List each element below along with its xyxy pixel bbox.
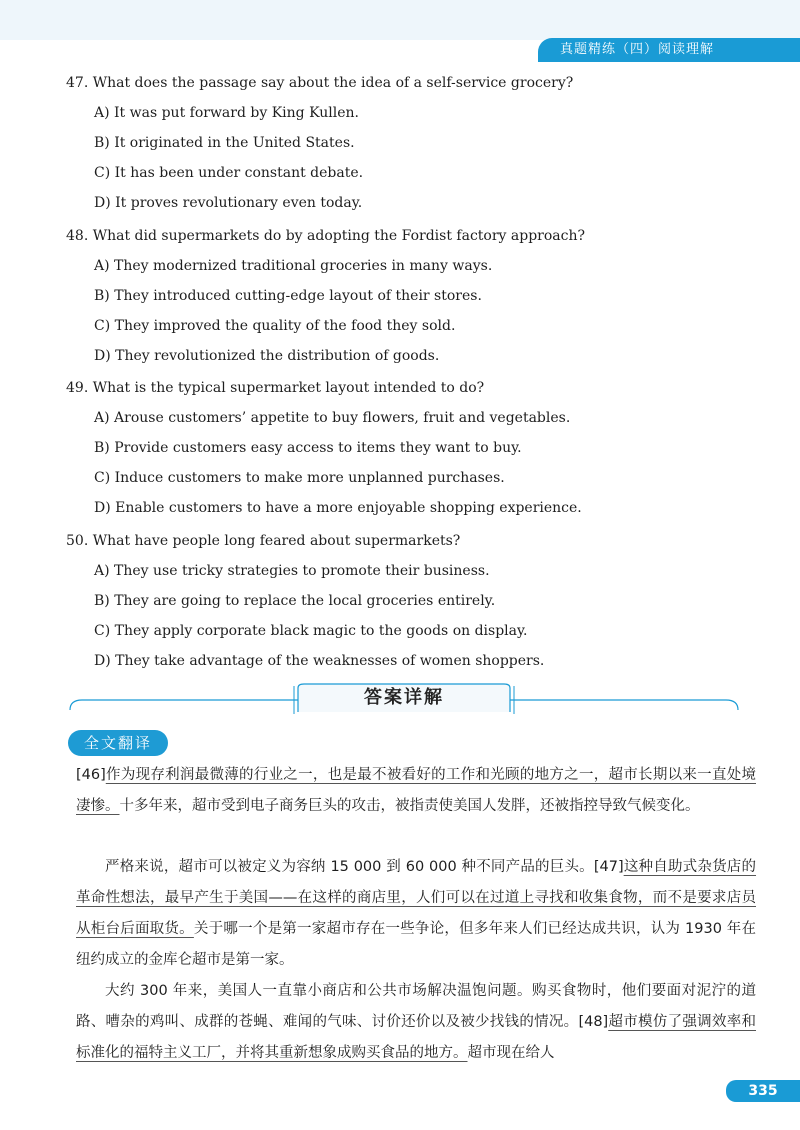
option-b: B) It originated in the United States. bbox=[94, 135, 355, 151]
question-stem: 49. What is the typical supermarket layout intended to do? bbox=[66, 380, 485, 396]
option-d: D) They take advantage of the weaknesses of women shoppers. bbox=[94, 653, 545, 669]
question-stem: 48. What did supermarkets do by adopting the Fordist factory approach? bbox=[66, 228, 585, 244]
option-b: B) They introduced cutting-edge layout of their stores. bbox=[94, 288, 482, 304]
key-sentence-underlined: 超市模仿了强调效率和标准化的福特主义工厂，并将其重新想象成购买食品的地方。 bbox=[76, 1014, 756, 1061]
question-stem: 50. What have people long feared about supermarkets? bbox=[66, 533, 461, 549]
paragraph-text: 十多年来，超市受到电子商务巨头的攻击，被指责使美国人发胖，还被指控导致气候变化。 bbox=[119, 798, 700, 814]
question-47 bbox=[66, 74, 766, 224]
page-number: 335 bbox=[726, 1080, 800, 1102]
option-b: B) Provide customers easy access to items they want to buy. bbox=[94, 440, 522, 456]
option-c: C) They improved the quality of the food they sold. bbox=[94, 318, 456, 334]
answer-section-title: 答案详解 bbox=[364, 687, 444, 708]
question-marker: [48] bbox=[578, 1014, 609, 1030]
key-sentence-underlined: 这种自助式杂货店的革命性想法，最早产生于美国——在这样的商店里，人们可以在过道上寻找和收集食物，而不是要求店员从柜台后面取货。 bbox=[76, 859, 757, 937]
translation-paragraph-1 bbox=[76, 760, 756, 822]
paragraph-text: 严格来说，超市可以被定义为容纳 15 000 到 60 000 种不同产品的巨头。 bbox=[105, 859, 594, 875]
paragraph-text: 超市现在给人 bbox=[467, 1045, 555, 1061]
question-50 bbox=[66, 532, 766, 682]
option-a: A) It was put forward by King Kullen. bbox=[94, 105, 359, 121]
key-sentence-underlined: 作为现存利润最微薄的行业之一，也是最不被看好的工作和光顾的地方之一，超市长期以来一直处境凄惨。 bbox=[76, 767, 756, 814]
question-stem: 47. What does the passage say about the idea of a self-service grocery? bbox=[66, 75, 574, 91]
answer-section-header bbox=[68, 680, 740, 720]
option-b: B) They are going to replace the local groceries entirely. bbox=[94, 593, 496, 609]
question-48 bbox=[66, 227, 766, 377]
translation-badge: 全文翻译 bbox=[68, 730, 168, 756]
option-a: A) They use tricky strategies to promote their business. bbox=[94, 563, 490, 579]
option-a: A) Arouse customers’ appetite to buy flowers, fruit and vegetables. bbox=[94, 410, 571, 426]
question-marker: [47] bbox=[593, 859, 624, 875]
option-d: D) Enable customers to have a more enjoyable shopping experience. bbox=[94, 500, 582, 516]
option-a: A) They modernized traditional groceries in many ways. bbox=[94, 258, 493, 274]
option-c: C) It has been under constant debate. bbox=[94, 165, 364, 181]
question-49 bbox=[66, 379, 766, 529]
paragraph-text: 大约 300 年来，美国人一直靠小商店和公共市场解决温饱问题。购买食物时，他们要面对泥泞的道路、嘈杂的鸡叫、成群的苍蝇、难闻的气味、讨价还价以及被少找钱的情况。 bbox=[76, 983, 756, 1030]
option-c: C) They apply corporate black magic to the goods on display. bbox=[94, 623, 528, 639]
question-marker: [46] bbox=[76, 767, 106, 783]
top-strip bbox=[0, 0, 800, 40]
option-d: D) They revolutionized the distribution of goods. bbox=[94, 348, 440, 364]
paragraph-text: 关于哪一个是第一家超市存在一些争论，但多年来人们已经达成共识，认为 1930 年在纽约成立的金库仑超市是第一家。 bbox=[76, 921, 756, 968]
translation-paragraph-2 bbox=[76, 852, 756, 976]
chapter-header-tab: 真题精练（四）阅读理解 bbox=[538, 38, 800, 62]
option-d: D) It proves revolutionary even today. bbox=[94, 195, 363, 211]
option-c: C) Induce customers to make more unplanned purchases. bbox=[94, 470, 505, 486]
translation-paragraph-3 bbox=[76, 976, 756, 1069]
